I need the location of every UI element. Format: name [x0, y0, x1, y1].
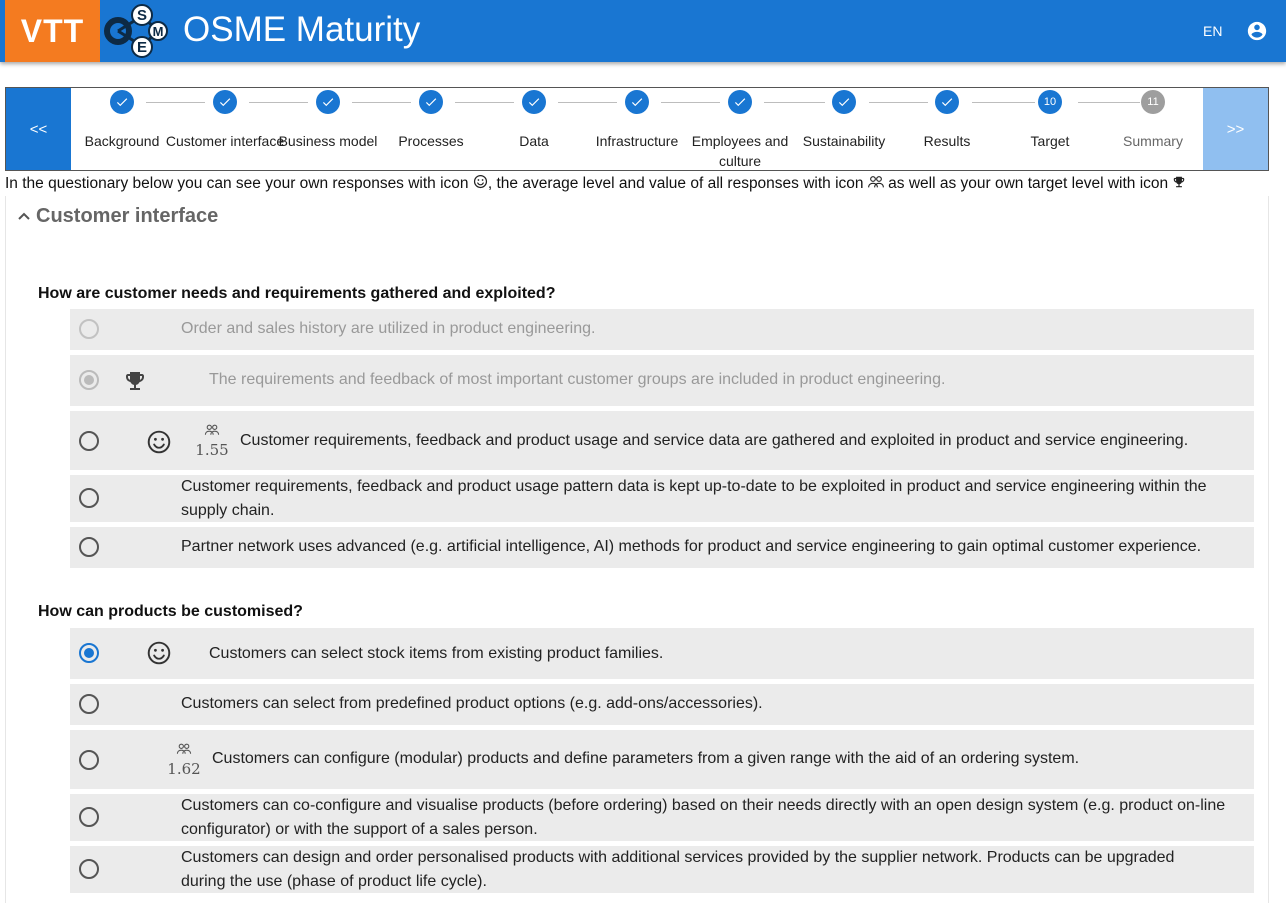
radio-button[interactable]: [79, 370, 99, 390]
option-text: Partner network uses advanced (e.g. artificial intelligence, AI) methods for product and service engineering to gain optimal customer experience.: [181, 538, 1202, 555]
check-icon: [625, 90, 649, 114]
option-text: Customers can select stock items from existing product families.: [209, 645, 664, 662]
smiley-icon: [473, 174, 488, 189]
step-connector: [146, 102, 205, 103]
average-value: 1.55: [195, 441, 229, 459]
option-text: Customer requirements, feedback and product usage and service data are gathered and exploited in product and service engineering.: [240, 432, 1189, 449]
group-icon: [204, 424, 220, 436]
question-title: How are customer needs and requirements gathered and exploited?: [38, 285, 556, 302]
step-label: Employees and culture: [691, 133, 789, 169]
step-label: Customer interface: [165, 133, 285, 149]
trophy-icon: [1172, 175, 1186, 189]
step-connector: [455, 102, 514, 103]
step-label: Infrastructure: [595, 133, 679, 149]
section-header-customer-interface[interactable]: Customer interface: [18, 204, 218, 228]
check-icon: [522, 90, 546, 114]
option-text: The requirements and feedback of most important customer groups are included in product engineering.: [209, 371, 946, 388]
svg-text:E: E: [136, 39, 148, 56]
chevron-up-icon: [18, 212, 30, 220]
answer-option[interactable]: [70, 309, 1254, 350]
check-icon: [935, 90, 959, 114]
check-icon: [832, 90, 856, 114]
step-number: 11: [1141, 90, 1165, 114]
group-icon: [868, 175, 884, 189]
section-panel: [5, 196, 1269, 903]
step-label: Target: [1030, 133, 1070, 149]
average-value: 1.62: [167, 760, 201, 778]
check-icon: [110, 90, 134, 114]
radio-button[interactable]: [79, 488, 99, 508]
progress-stepper: [5, 87, 1269, 171]
vtt-logo: VTT: [5, 0, 100, 62]
radio-button[interactable]: [79, 537, 99, 557]
trophy-icon: [122, 369, 148, 393]
radio-button[interactable]: [79, 319, 99, 339]
step-connector: [249, 102, 308, 103]
check-icon: [419, 90, 443, 114]
step-connector: [869, 102, 928, 103]
smiley-icon: [146, 640, 172, 666]
answer-option[interactable]: [70, 355, 1254, 406]
group-icon: [176, 743, 192, 755]
radio-button[interactable]: [79, 859, 99, 879]
app-header: [0, 0, 1286, 62]
step-connector: [1078, 102, 1140, 103]
answer-option[interactable]: [70, 794, 1254, 841]
question-title: How can products be customised?: [38, 603, 303, 620]
step-label: Sustainability: [802, 133, 886, 149]
option-text: Customer requirements, feedback and product usage pattern data is kept up-to-date to be exploited in product and service engineering within the supply chain.: [181, 478, 1207, 519]
answer-option[interactable]: [70, 684, 1254, 725]
answer-option[interactable]: [70, 730, 1254, 789]
svg-text:M: M: [152, 24, 164, 39]
svg-text:S: S: [136, 7, 148, 24]
step-label: Data: [519, 133, 549, 149]
step-number: 10: [1038, 90, 1062, 114]
option-text: Customers can configure (modular) products and define parameters from a given range with the aid of an ordering system.: [212, 750, 1080, 767]
step-label: Results: [923, 133, 971, 149]
radio-button[interactable]: [79, 807, 99, 827]
account-circle-icon[interactable]: [1246, 20, 1268, 42]
next-button[interactable]: >>: [1203, 88, 1268, 170]
option-text: Order and sales history are utilized in product engineering.: [181, 320, 596, 337]
radio-button[interactable]: [79, 694, 99, 714]
language-selector[interactable]: EN: [1203, 23, 1223, 39]
answer-option[interactable]: [70, 527, 1254, 568]
osme-logo: [102, 3, 172, 59]
previous-button[interactable]: <<: [6, 88, 71, 170]
answer-option[interactable]: [70, 475, 1254, 522]
step-label: Background: [84, 133, 160, 149]
average-indicator: [194, 423, 230, 459]
step-connector: [661, 102, 720, 103]
step-connector: [352, 102, 411, 103]
average-indicator: [166, 742, 202, 778]
option-text: Customers can design and order personalised products with additional services provided by the supplier network. Products can be upgraded during the use (phase of product life cycle).: [181, 849, 1175, 890]
answer-option[interactable]: [70, 846, 1254, 893]
check-icon: [316, 90, 340, 114]
app-title: OSME Maturity: [183, 10, 421, 49]
option-text: Customers can co-configure and visualise products (before ordering) based on their needs directly with an open design system (e.g. product on-line configurator) or with the support of a sales person.: [181, 797, 1226, 838]
step-label: Summary: [1123, 133, 1183, 149]
legend-text: In the questionary below you can see your own responses with icon , the average level and value of all responses with icon as well as your own target level with icon: [5, 174, 1186, 194]
step-connector: [764, 102, 825, 103]
answer-option[interactable]: [70, 628, 1254, 679]
smiley-icon: [146, 429, 172, 455]
check-icon: [728, 90, 752, 114]
radio-button[interactable]: [79, 431, 99, 451]
step-label: Business model: [278, 133, 378, 149]
option-text: Customers can select from predefined product options (e.g. add-ons/accessories).: [181, 695, 763, 712]
radio-button[interactable]: [79, 750, 99, 770]
check-icon: [213, 90, 237, 114]
radio-button[interactable]: [79, 643, 99, 663]
step-connector: [558, 102, 617, 103]
answer-option[interactable]: [70, 411, 1254, 470]
step-label: Processes: [398, 133, 464, 149]
step-connector: [972, 102, 1035, 103]
